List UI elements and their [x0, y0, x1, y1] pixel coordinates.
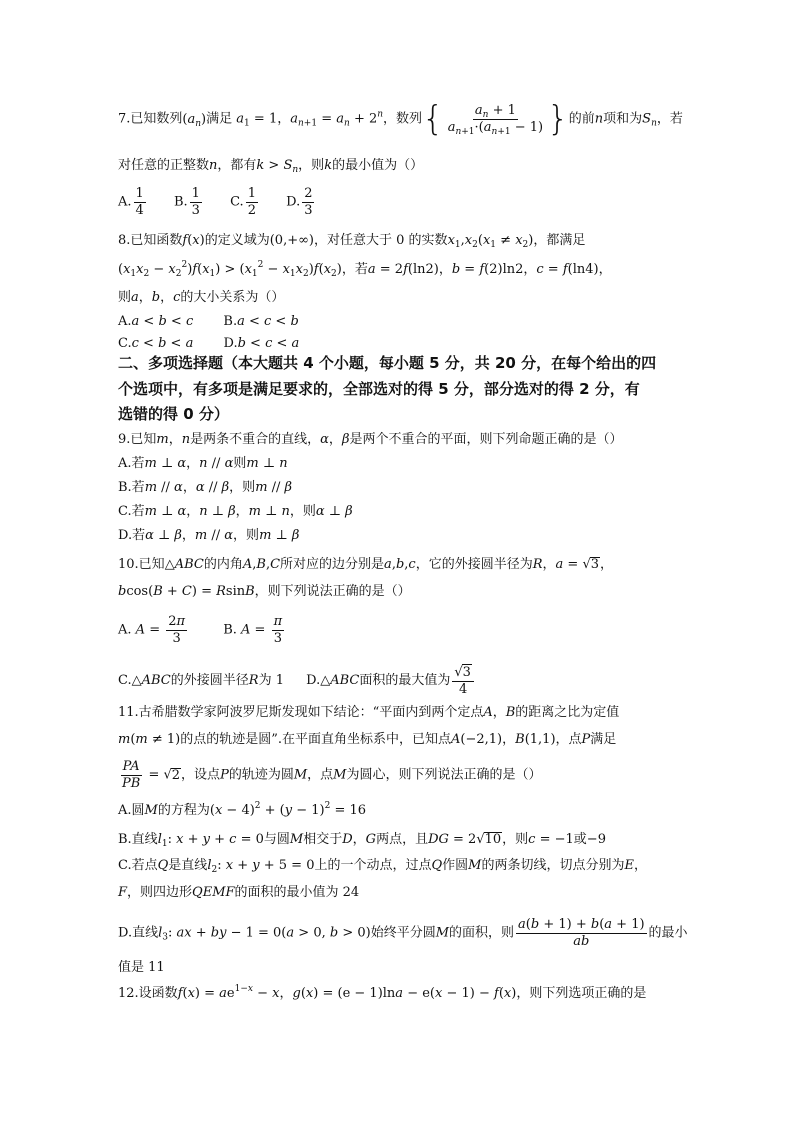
q10-line2: bcos(B + C) = RsinB，则下列说法正确的是（） [118, 584, 411, 599]
q7-line2: 对任意的正整数n，都有$k > S_n$，则k的最小值为（） [118, 158, 424, 175]
q10-option-c: C.△ABC的外接圆半径R为 1 [118, 673, 284, 689]
q7-option-d: D. $\frac{2}{3}$ [286, 186, 313, 218]
q10-option-d: D.△ABC面积的最大值为 $\frac{√3}{4}$ [306, 664, 476, 697]
q7-line1: 7.已知数列$(a_n)$满足 $a_1 = 1$，$a_{n+1} = a_n + 2^n$，数列{ $\frac{a_n + 1}{a_{n+1}\cdot(a_{n+1} - 1)}$ }的前n项和为$S_n$，若 [118, 99, 683, 140]
q11-line1: 11.古希腊数学家阿波罗尼斯发现如下结论：“平面内到两个定点A，B的距离之比为定值 [118, 705, 620, 720]
q7-option-b: B. $\frac{1}{3}$ [173, 186, 200, 218]
q7-text: 对任意的正整数 [118, 158, 210, 173]
q9-option-b: B.若m // α，α // β，则m // β [118, 480, 293, 495]
q9-stem: 9.已知m，n是两条不重合的直线，α，β是两个不重合的平面，则下列命题正确的是（） [118, 432, 623, 447]
q10-option-b: B. A = $\frac{\pi}{3}$ [223, 614, 283, 646]
q7-text: 的最小值为（） [332, 158, 424, 173]
q8-option-b: B.a < c < b [223, 314, 299, 329]
q7-text: 7.已知数列 [118, 111, 183, 127]
q8-option-a: A.a < b < c [118, 314, 194, 329]
q7-fraction: $\frac{a_n + 1}{a_{n+1}\cdot(a_{n+1} - 1)}$ [447, 103, 544, 137]
q7-text: 的前 [568, 111, 595, 127]
q7-option-a: A. $\frac{1}{4}$ [118, 186, 144, 218]
left-brace-icon: { [422, 99, 444, 140]
q7-text: 满足 [206, 111, 233, 127]
q11-line3: $\frac{PA}{PB}$ = √2，设点P的轨迹为圆M，点M为圆心，则下列说法正确的是（） [122, 759, 542, 791]
section2-line3: 选错的得 0 分） [118, 405, 229, 423]
q8-line3: 则a，b，c的大小关系为（） [118, 290, 285, 305]
q10-options-cd [118, 664, 498, 697]
q9-option-d: D.若α ⊥ β，m // α，则m ⊥ β [118, 528, 300, 543]
q7-text: ，都有 [217, 158, 257, 173]
q7-text: ，若 [656, 111, 683, 127]
q10-option-a: A. A = $\frac{2\pi}{3}$ [118, 614, 186, 646]
q8-line2: $(x_1x_2 - x_2^2)f(x_1) > (x_1^2 - x_1x_2)f(x_2)$，若a = 2f(ln2)，b = f(2)ln2，c = f(ln4)， [118, 260, 612, 279]
q9-option-a: A.若m ⊥ α，n // α则m ⊥ n [118, 456, 288, 471]
q8-line1: 8.已知函数f(x)的定义域为(0,+∞)，对任意大于 0 的实数$x_1,x_2(x_1 \ne x_2)$，都满足 [118, 233, 586, 250]
q11-option-a: A.圆M的方程为$(x - 4)^2 + (y - 1)^2 = 16$ [118, 801, 367, 818]
q10-options-ab [118, 614, 308, 646]
math: $(a_n)$ [182, 111, 207, 129]
q8-option-d: D.b < c < a [223, 336, 300, 351]
q7-text: ，数列 [383, 111, 423, 127]
q7-text: 项和为 [603, 111, 643, 127]
q8-options-cd [118, 337, 321, 350]
q11-option-b: B.直线$l_1$: x + y + c = 0与圆M相交于D，G两点，且DG = 2√10，则c = −1或−9 [118, 832, 606, 849]
q10-line1: 10.已知△ABC的内角A,B,C所对应的边分别是a,b,c，它的外接圆半径为R，a = √3， [118, 557, 614, 572]
q11-option-d-line1: D.直线$l_3$: ax + by − 1 = 0(a > 0, b > 0)始终平分圆M的面积，则 $\frac{a(b + 1) + b(a + 1)}{ab}$ 的最小 [118, 917, 688, 949]
section2-line2: 个选项中，有多项是满足要求的，全部选对的得 5 分，部分选对的得 2 分，有 [118, 380, 640, 398]
q7-options [118, 186, 338, 218]
right-brace-icon: } [547, 99, 569, 140]
q11-line2: m(m ≠ 1)的点的轨迹是圆”.在平面直角坐标系中，已知点A(−2,1)，B(1,1)，点P满足 [118, 732, 617, 747]
q8-option-c: C.c < b < a [118, 336, 194, 351]
q7-text: ，则 [298, 158, 325, 173]
q7-option-c: C. $\frac{1}{2}$ [230, 186, 256, 218]
q12-stem: 12.设函数$f(x) = ae^{1-x} - x$，g(x) = (e − 1)lna − e(x − 1) − f(x)，则下列选项正确的是 [118, 984, 647, 1001]
q11-option-d-line2: 值是 11 [118, 960, 165, 975]
q11-option-c-line1: C.若点Q是直线$l_2$: x + y + 5 = 0上的一个动点，过点Q作圆M的两条切线，切点分别为E， [118, 858, 648, 875]
section2-line1: 二、多项选择题（本大题共 4 个小题，每小题 5 分，共 20 分，在每个给出的四 [118, 354, 657, 372]
q11-option-c-line2: F，则四边形QEMF的面积的最小值为 24 [118, 885, 360, 900]
q7-text: ， [277, 111, 291, 127]
q9-option-c: C.若m ⊥ α，n ⊥ β，m ⊥ n，则α ⊥ β [118, 504, 353, 519]
q8-options-ab [118, 315, 321, 328]
